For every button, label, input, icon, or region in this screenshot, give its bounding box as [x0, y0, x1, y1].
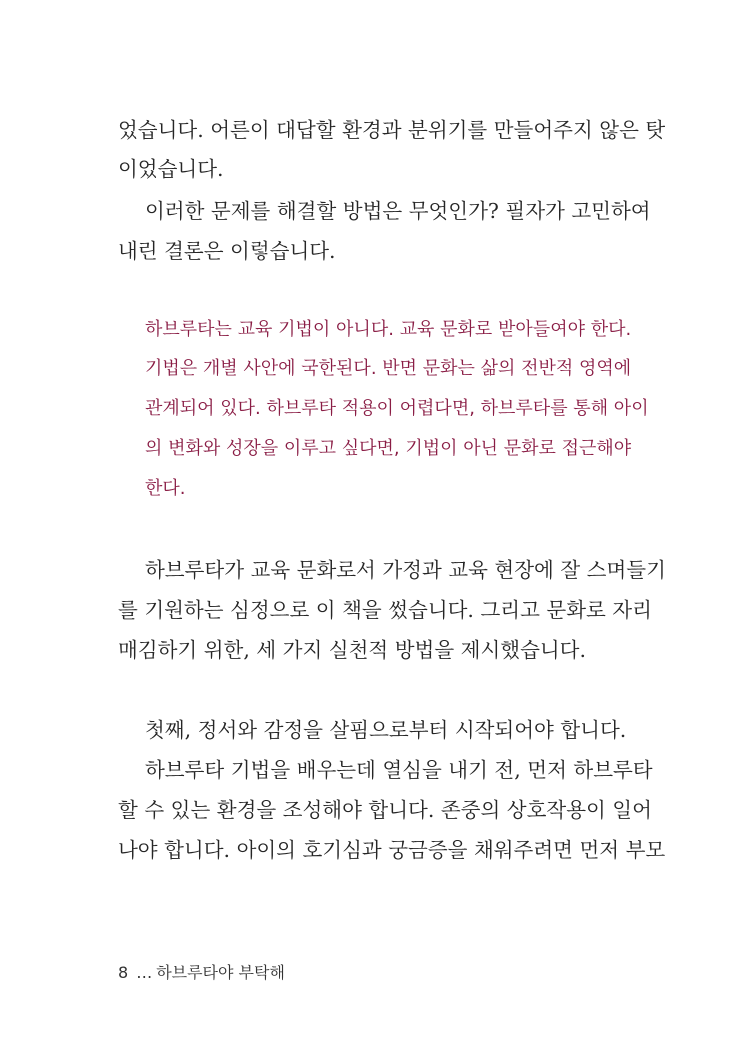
quote-line: 하브루타는 교육 기법이 아니다. 교육 문화로 받아들여야 한다.	[145, 319, 632, 340]
body-line: 나야 합니다. 아이의 호기심과 궁금증을 채워주려면 먼저 부모	[118, 838, 666, 862]
book-title: 하브루타야 부탁해	[156, 963, 285, 982]
body-line: 하브루타가 교육 문화로서 가정과 교육 현장에 잘 스며들기	[145, 558, 666, 582]
body-line: 이러한 문제를 해결할 방법은 무엇인가? 필자가 고민하여	[145, 199, 651, 223]
body-line: 할 수 있는 환경을 조성해야 합니다. 존중의 상호작용이 일어	[118, 798, 652, 822]
body-line: 하브루타 기법을 배우는데 열심을 내기 전, 먼저 하브루타	[145, 758, 653, 782]
page-number: 8	[118, 963, 129, 982]
body-line: 첫째, 정서와 감정을 살핌으로부터 시작되어야 합니다.	[145, 718, 627, 742]
quote-line: 관계되어 있다. 하브루타 적용이 어렵다면, 하브루타를 통해 아이	[145, 398, 649, 419]
quote-line: 기법은 개별 사안에 국한된다. 반면 문화는 삶의 전반적 영역에	[145, 358, 632, 379]
body-line: 매김하기 위한, 세 가지 실천적 방법을 제시했습니다.	[118, 638, 586, 662]
body-line: 내린 결론은 이렇습니다.	[118, 239, 336, 263]
footer-separator: …	[136, 963, 153, 982]
body-line: 었습니다. 어른이 대답할 환경과 분위기를 만들어주지 않은 탓	[118, 118, 666, 142]
quote-line: 의 변화와 성장을 이루고 싶다면, 기법이 아닌 문화로 접근해야	[145, 438, 632, 459]
body-line: 를 기원하는 심정으로 이 책을 썼습니다. 그리고 문화로 자리	[118, 598, 652, 622]
body-line: 이었습니다.	[118, 157, 224, 181]
quote-line: 한다.	[145, 478, 186, 499]
page-footer	[118, 962, 285, 984]
